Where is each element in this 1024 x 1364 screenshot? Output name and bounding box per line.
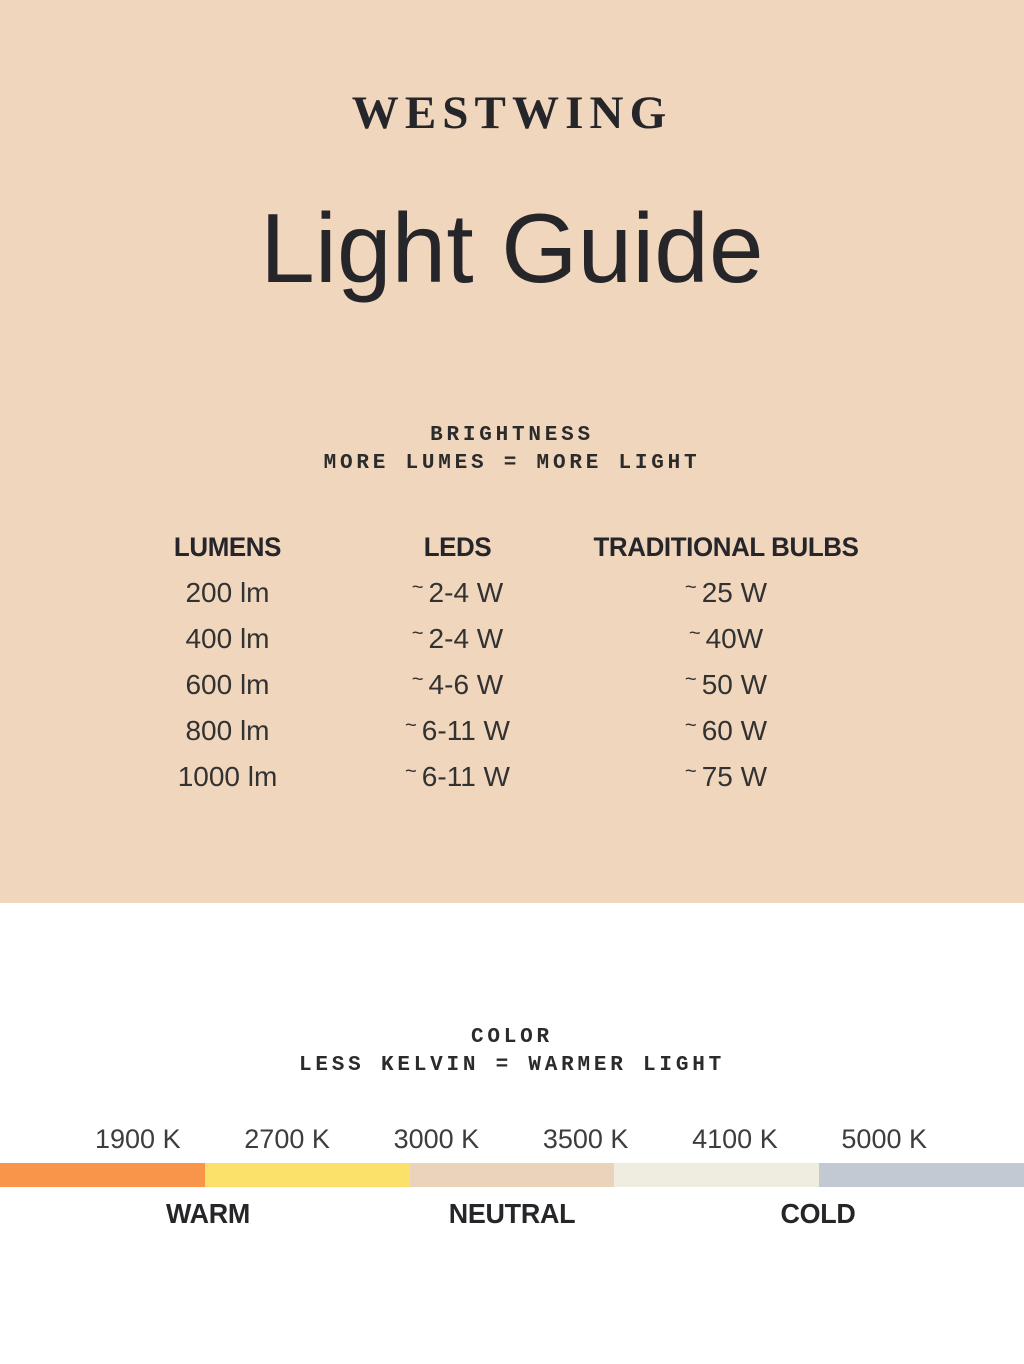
approx-symbol: ~ bbox=[684, 760, 697, 783]
approx-symbol: ~ bbox=[411, 622, 424, 645]
scale-segment-neutral-cream bbox=[614, 1163, 819, 1187]
approx-symbol: ~ bbox=[411, 576, 424, 599]
approx-symbol: ~ bbox=[411, 668, 424, 691]
kelvin-label: 2700 K bbox=[244, 1124, 330, 1154]
kelvin-label: 5000 K bbox=[841, 1124, 927, 1154]
approx-symbol: ~ bbox=[684, 576, 697, 599]
approx-symbol: ~ bbox=[405, 714, 417, 737]
approx-symbol: ~ bbox=[684, 714, 697, 737]
temperature-label-cold: COLD bbox=[780, 1198, 856, 1229]
approx-symbol: ~ bbox=[405, 760, 417, 783]
color-heading: COLOR bbox=[471, 1026, 553, 1049]
table-cell-leds: ~ 6-11 W bbox=[405, 760, 510, 792]
kelvin-label: 1900 K bbox=[95, 1124, 181, 1154]
kelvin-label: 3000 K bbox=[393, 1124, 480, 1154]
column-header-leds: LEDS bbox=[423, 531, 492, 562]
approx-symbol: ~ bbox=[688, 622, 701, 645]
color-subheading: LESS KELVIN = WARMER LIGHT bbox=[299, 1054, 725, 1077]
table-cell-lumens: 1000 lm bbox=[177, 761, 278, 792]
brand-logo: WESTWING bbox=[351, 87, 673, 139]
table-cell-lumens: 600 lm bbox=[185, 669, 270, 700]
brightness-subheading: MORE LUMES = MORE LIGHT bbox=[323, 452, 701, 475]
table-cell-bulbs: ~ 60 W bbox=[684, 714, 768, 746]
scale-segment-cold-gray bbox=[819, 1163, 1024, 1187]
table-cell-leds: ~ 2-4 W bbox=[411, 622, 504, 654]
kelvin-label: 3500 K bbox=[542, 1124, 629, 1154]
approx-symbol: ~ bbox=[684, 668, 697, 691]
table-cell-lumens: 200 lm bbox=[185, 577, 270, 608]
scale-segment-warm-orange bbox=[0, 1163, 205, 1187]
table-cell-leds: ~ 2-4 W bbox=[411, 576, 504, 608]
column-header-lumens: LUMENS bbox=[173, 531, 282, 562]
kelvin-scale-labels bbox=[95, 1124, 927, 1155]
scale-segment-neutral-tan bbox=[410, 1163, 615, 1187]
brightness-heading: BRIGHTNESS bbox=[430, 424, 594, 447]
table-cell-leds: ~ 4-6 W bbox=[411, 668, 504, 700]
column-header-traditional-bulbs: TRADITIONAL BULBS bbox=[593, 531, 859, 562]
brightness-table bbox=[110, 524, 882, 800]
temperature-label-warm: WARM bbox=[165, 1198, 250, 1229]
page-title: Light Guide bbox=[260, 193, 764, 303]
table-cell-bulbs: ~ 50 W bbox=[684, 668, 768, 700]
table-cell-bulbs: ~ 40W bbox=[688, 622, 764, 654]
table-cell-bulbs: ~ 25 W bbox=[684, 576, 768, 608]
table-cell-leds: ~ 6-11 W bbox=[405, 714, 510, 746]
table-cell-lumens: 400 lm bbox=[185, 623, 270, 654]
table-cell-bulbs: ~ 75 W bbox=[684, 760, 768, 792]
scale-segment-warm-yellow bbox=[205, 1163, 410, 1187]
temperature-label-neutral: NEUTRAL bbox=[448, 1198, 576, 1229]
temperature-labels bbox=[0, 1198, 1024, 1232]
table-cell-lumens: 800 lm bbox=[185, 715, 270, 746]
kelvin-label: 4100 K bbox=[692, 1124, 778, 1154]
color-temperature-bar bbox=[0, 1163, 1024, 1187]
